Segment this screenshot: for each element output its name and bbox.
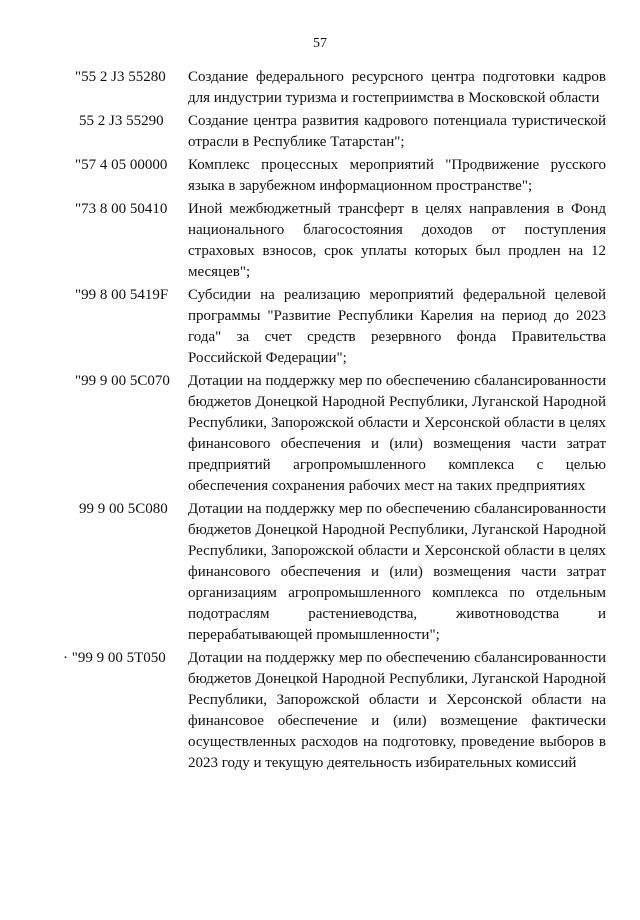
page-number: 57 bbox=[313, 36, 327, 51]
budget-description: Субсидии на реализацию мероприятий федеральной целевой программы "Развитие Республики Карелия на период до 2023 года" за счет средств резервного фонда Правительства Российской Федерации"; bbox=[188, 287, 606, 366]
budget-description: Создание федерального ресурсного центра подготовки кадров для индустрии туризма и гостеприимства в Московской области bbox=[188, 69, 606, 106]
list-item bbox=[0, 199, 640, 283]
list-item bbox=[0, 155, 640, 197]
budget-code: 55 2 J3 55290 bbox=[79, 113, 164, 129]
budget-description: Создание центра развития кадрового потенциала туристической отрасли в Республике Татарстан"; bbox=[188, 113, 606, 150]
list-item bbox=[0, 648, 640, 774]
budget-code: "99 8 00 5419F bbox=[75, 287, 169, 303]
budget-description: Дотации на поддержку мер по обеспечению сбалансированности бюджетов Донецкой Народной Республики, Луганской Народной Республики, Запорожской области и Херсонской области в целях финансового обеспечения и (или) возмещения части затрат предприятий агропромышленного комплекса с целью обеспечения сохранения рабочих мест на таких предприятиях bbox=[188, 373, 606, 494]
list-item bbox=[0, 499, 640, 646]
budget-code-list bbox=[0, 67, 640, 776]
list-item bbox=[0, 285, 640, 369]
budget-code: "55 2 J3 55280 bbox=[75, 69, 166, 85]
budget-code: · "99 9 00 5T050 bbox=[63, 650, 166, 666]
list-item bbox=[0, 111, 640, 153]
list-item bbox=[0, 67, 640, 109]
budget-code: "99 9 00 5C070 bbox=[75, 373, 170, 389]
budget-code: "57 4 05 00000 bbox=[75, 157, 168, 173]
budget-description: Дотации на поддержку мер по обеспечению сбалансированности бюджетов Донецкой Народной Республики, Луганской Народной Республики, Запорожской области и Херсонской области на финансовое обеспечение и (или) возмещение фактически осуществленных расходов на подготовку, проведение выборов в 2023 году и текущую деятельность избирательных комиссий bbox=[188, 650, 606, 771]
budget-description: Иной межбюджетный трансферт в целях направления в Фонд национального благосостояния доходов от поступления страховых взносов, срок уплаты которых был продлен на 12 месяцев"; bbox=[188, 201, 606, 280]
budget-code: 99 9 00 5C080 bbox=[79, 501, 168, 517]
budget-description: Дотации на поддержку мер по обеспечению сбалансированности бюджетов Донецкой Народной Республики, Луганской Народной Республики, Запорожской области и Херсонской области в целях финансового обеспечения и (или) возмещения части затрат организациям агропромышленного комплекса по отдельным подотраслям растениеводства, животноводства и перерабатывающей промышленности"; bbox=[188, 501, 606, 643]
list-item bbox=[0, 371, 640, 497]
budget-code: "73 8 00 50410 bbox=[75, 201, 168, 217]
budget-description: Комплекс процессных мероприятий "Продвижение русского языка в зарубежном информационном пространстве"; bbox=[188, 157, 606, 194]
